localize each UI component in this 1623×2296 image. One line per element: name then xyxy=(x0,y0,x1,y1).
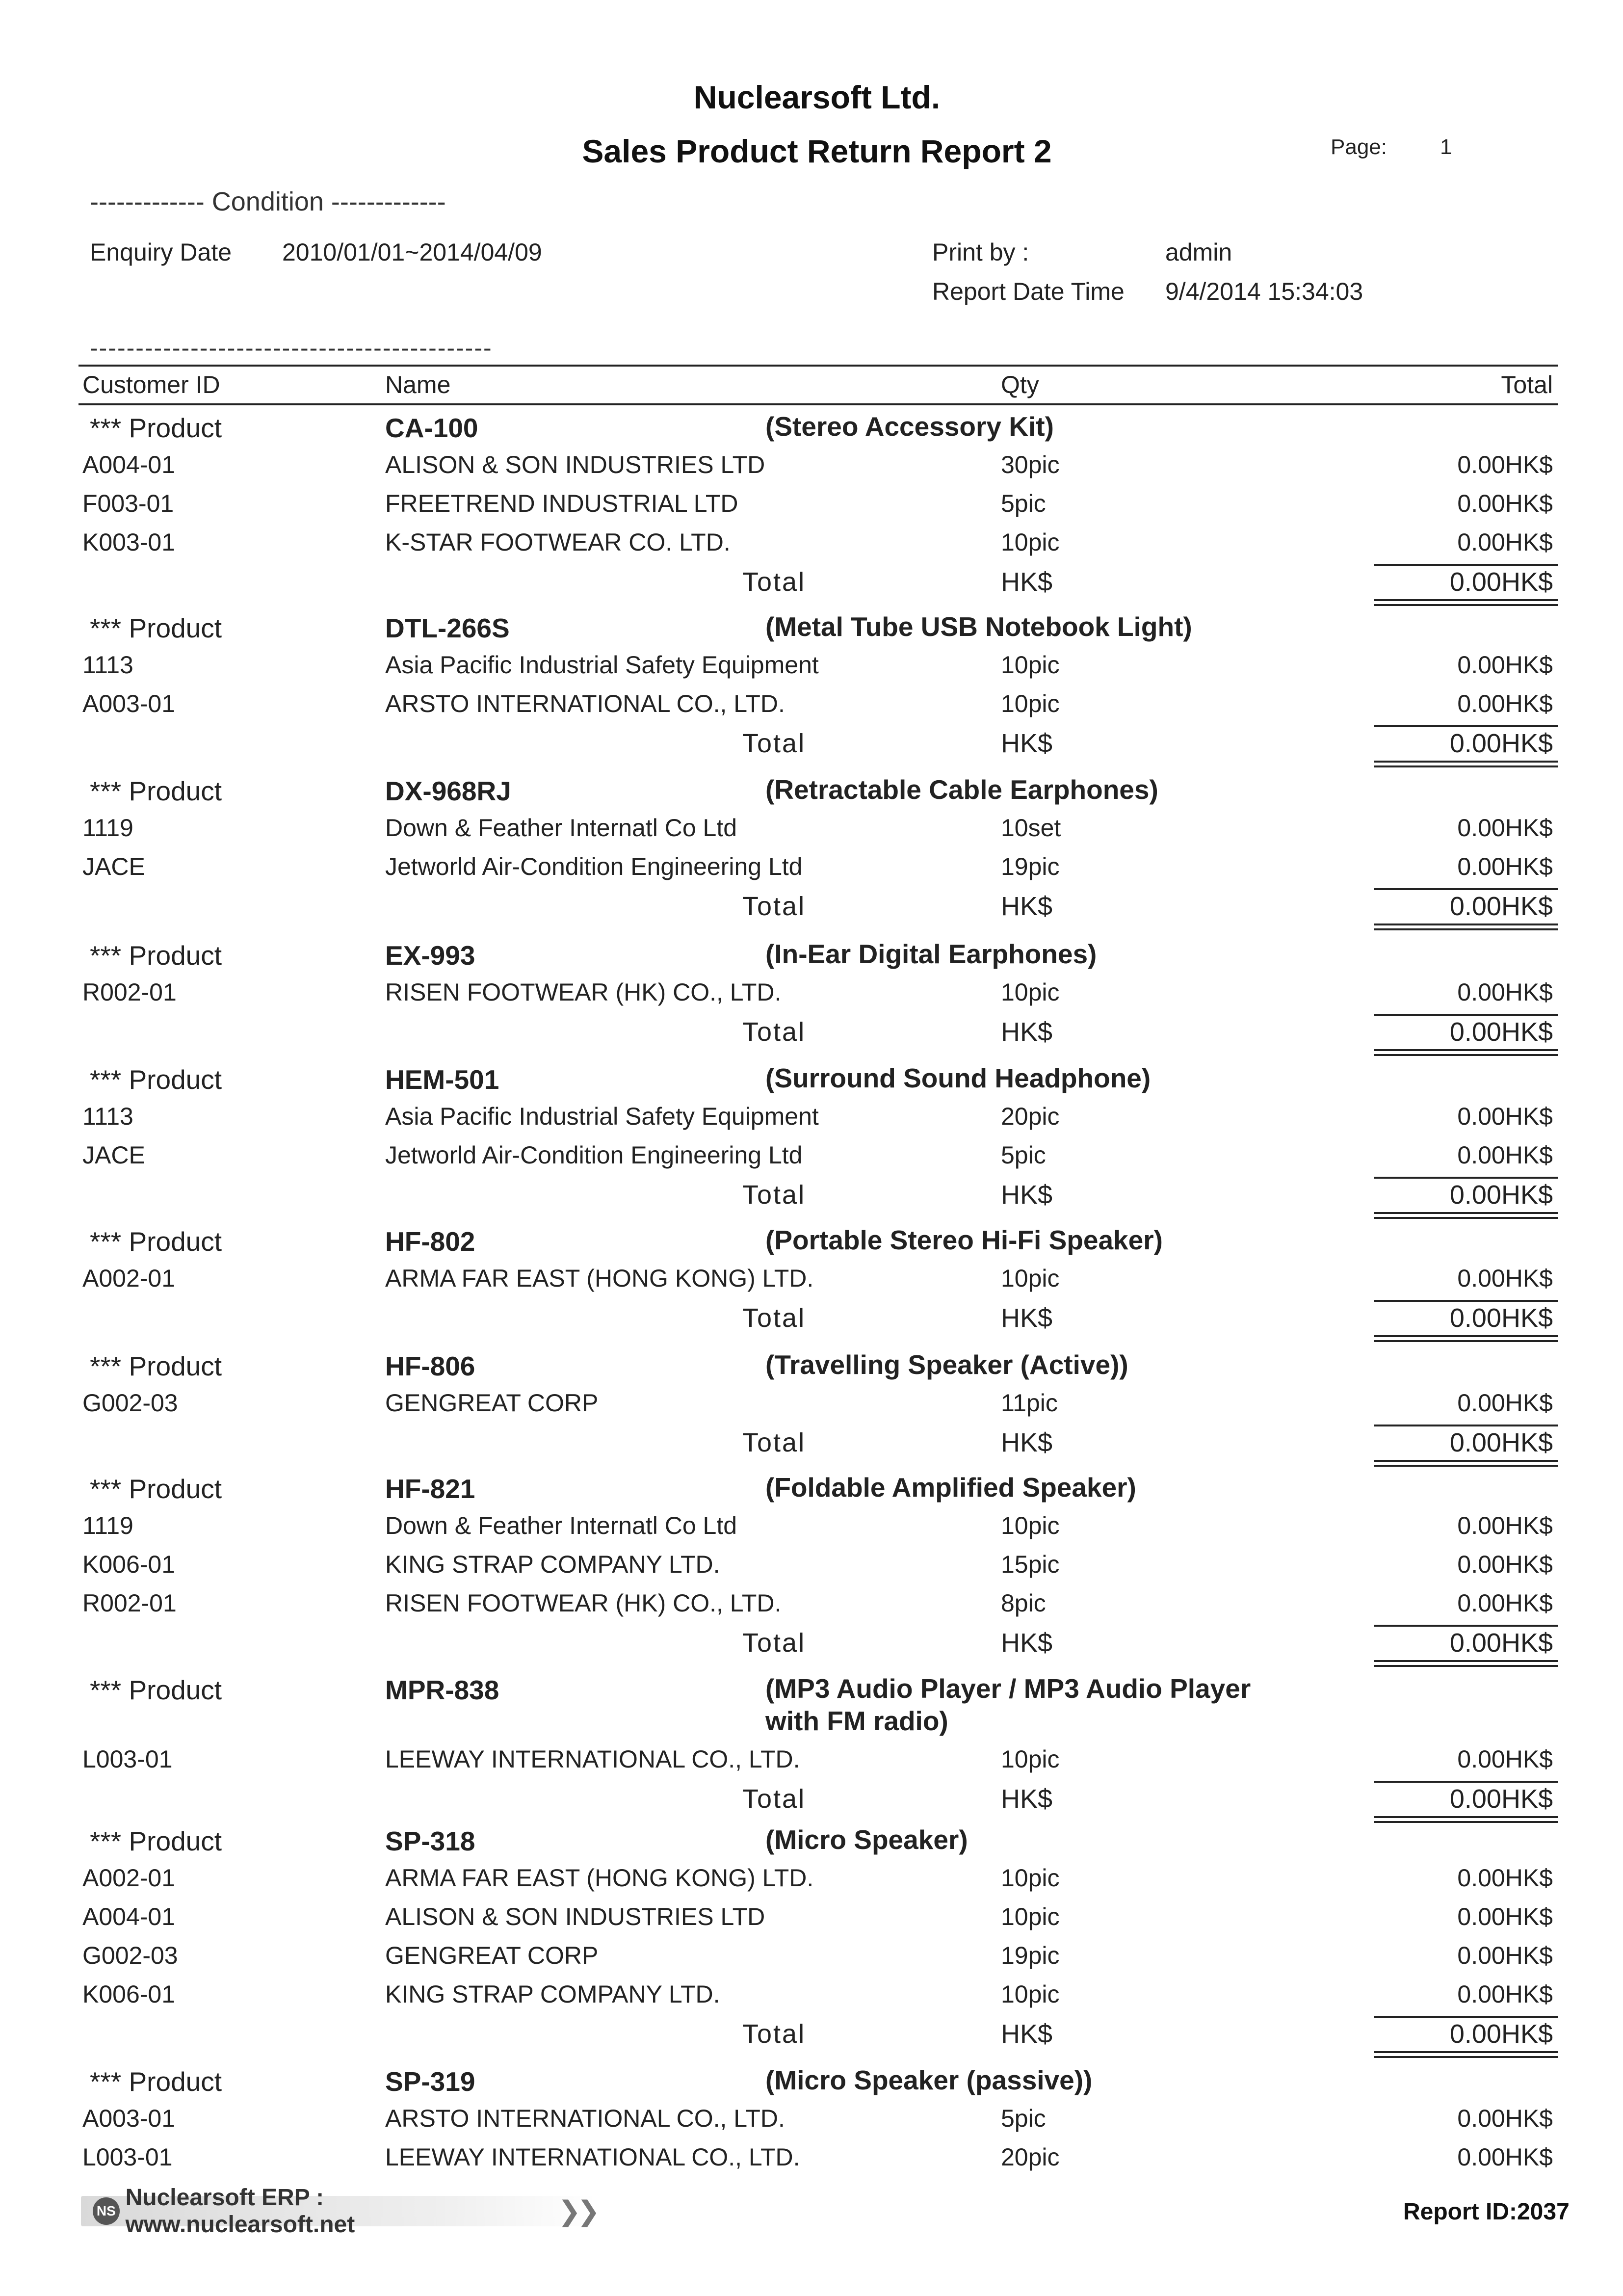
subtotal-double-rule-1 xyxy=(1374,1049,1558,1051)
subtotal-label: Total xyxy=(742,1303,806,1333)
row-customer-id: 1113 xyxy=(82,651,133,679)
report-datetime-label: Report Date Time xyxy=(932,278,1125,305)
row-customer-name: RISEN FOOTWEAR (HK) CO., LTD. xyxy=(385,978,782,1006)
row-customer-name: ARSTO INTERNATIONAL CO., LTD. xyxy=(385,2105,785,2132)
row-customer-id: K003-01 xyxy=(82,528,176,556)
row-customer-id: L003-01 xyxy=(82,2143,173,2171)
row-customer-name: Jetworld Air-Condition Engineering Ltd xyxy=(385,853,803,880)
subtotal-top-rule xyxy=(1374,888,1558,890)
subtotal-double-rule-2 xyxy=(1374,1821,1558,1823)
product-description: (Surround Sound Headphone) xyxy=(765,1063,1151,1093)
subtotal-label: Total xyxy=(742,1017,806,1047)
subtotal-top-rule xyxy=(1374,1425,1558,1426)
product-description: (Stereo Accessory Kit) xyxy=(765,411,1054,442)
subtotal-double-rule-1 xyxy=(1374,2051,1558,2053)
row-customer-name: ALISON & SON INDUSTRIES LTD xyxy=(385,1903,765,1930)
row-qty: 10pic xyxy=(1001,651,1060,679)
row-total: 0.00HK$ xyxy=(1457,490,1553,517)
row-customer-name: K-STAR FOOTWEAR CO. LTD. xyxy=(385,528,731,556)
subtotal-label: Total xyxy=(742,1784,806,1814)
product-description: (MP3 Audio Player / MP3 Audio Player with FM radio) xyxy=(765,1673,1251,1736)
subtotal-top-rule xyxy=(1374,1300,1558,1302)
product-tag: *** Product xyxy=(90,1675,222,1705)
subtotal-value: 0.00HK$ xyxy=(1449,729,1553,758)
row-total: 0.00HK$ xyxy=(1457,1980,1553,2008)
print-by-value: admin xyxy=(1165,238,1232,266)
product-tag: *** Product xyxy=(90,1474,222,1504)
subtotal-currency: HK$ xyxy=(1001,1303,1053,1333)
row-customer-id: G002-03 xyxy=(82,1389,178,1417)
column-total: Total xyxy=(1501,371,1553,398)
row-total: 0.00HK$ xyxy=(1457,528,1553,556)
subtotal-currency: HK$ xyxy=(1001,1428,1053,1457)
row-qty: 30pic xyxy=(1001,451,1060,478)
row-customer-id: A004-01 xyxy=(82,1903,176,1930)
row-customer-id: R002-01 xyxy=(82,978,177,1006)
product-code: CA-100 xyxy=(385,413,478,443)
row-total: 0.00HK$ xyxy=(1457,1864,1553,1892)
row-customer-id: A002-01 xyxy=(82,1265,176,1292)
row-qty: 5pic xyxy=(1001,490,1046,517)
product-description: (Micro Speaker (passive)) xyxy=(765,2065,1093,2095)
product-description: (Portable Stereo Hi-Fi Speaker) xyxy=(765,1225,1163,1255)
product-code: DX-968RJ xyxy=(385,776,511,806)
row-customer-id: G002-03 xyxy=(82,1942,178,1969)
row-customer-name: LEEWAY INTERNATIONAL CO., LTD. xyxy=(385,2143,800,2171)
subtotal-currency: HK$ xyxy=(1001,1017,1053,1047)
footer-logo-text: Nuclearsoft ERP : www.nuclearsoft.net xyxy=(125,2185,355,2238)
row-customer-id: 1119 xyxy=(82,1512,133,1539)
row-total: 0.00HK$ xyxy=(1457,1389,1553,1417)
product-tag: *** Product xyxy=(90,776,222,806)
row-customer-id: JACE xyxy=(82,853,145,880)
row-customer-id: JACE xyxy=(82,1141,145,1169)
row-total: 0.00HK$ xyxy=(1457,978,1553,1006)
subtotal-double-rule-1 xyxy=(1374,761,1558,763)
row-customer-name: RISEN FOOTWEAR (HK) CO., LTD. xyxy=(385,1589,782,1617)
subtotal-value: 0.00HK$ xyxy=(1449,567,1553,597)
product-tag: *** Product xyxy=(90,1226,222,1257)
subtotal-double-rule-1 xyxy=(1374,1816,1558,1818)
subtotal-double-rule-2 xyxy=(1374,1054,1558,1056)
product-code: SP-319 xyxy=(385,2066,475,2097)
subtotal-double-rule-1 xyxy=(1374,1212,1558,1214)
condition-separator: -------------------------------------------- xyxy=(90,334,493,362)
row-total: 0.00HK$ xyxy=(1457,651,1553,679)
condition-heading: ------------- Condition ------------- xyxy=(90,187,446,216)
product-tag: *** Product xyxy=(90,1064,222,1095)
subtotal-top-rule xyxy=(1374,2016,1558,2018)
row-total: 0.00HK$ xyxy=(1457,451,1553,478)
product-tag: *** Product xyxy=(90,1826,222,1856)
subtotal-double-rule-1 xyxy=(1374,1660,1558,1662)
row-customer-name: ARMA FAR EAST (HONG KONG) LTD. xyxy=(385,1864,814,1892)
column-name: Name xyxy=(385,371,451,398)
product-description: (Retractable Cable Earphones) xyxy=(765,774,1158,805)
row-customer-name: Down & Feather Internatl Co Ltd xyxy=(385,1512,737,1539)
subtotal-double-rule-1 xyxy=(1374,599,1558,601)
product-code: HF-806 xyxy=(385,1351,475,1381)
row-total: 0.00HK$ xyxy=(1457,853,1553,880)
product-tag: *** Product xyxy=(90,2066,222,2097)
product-description: (Travelling Speaker (Active)) xyxy=(765,1349,1128,1380)
row-customer-name: Jetworld Air-Condition Engineering Ltd xyxy=(385,1141,803,1169)
subtotal-value: 0.00HK$ xyxy=(1449,1628,1553,1658)
enquiry-date-label: Enquiry Date xyxy=(90,238,232,266)
product-code: EX-993 xyxy=(385,940,475,971)
row-customer-id: L003-01 xyxy=(82,1745,173,1773)
product-description: (Micro Speaker) xyxy=(765,1824,968,1855)
subtotal-double-rule-2 xyxy=(1374,765,1558,767)
row-qty: 10set xyxy=(1001,814,1061,842)
subtotal-value: 0.00HK$ xyxy=(1449,2019,1553,2049)
product-tag: *** Product xyxy=(90,1351,222,1381)
row-customer-name: GENGREAT CORP xyxy=(385,1942,599,1969)
row-total: 0.00HK$ xyxy=(1457,2105,1553,2132)
subtotal-currency: HK$ xyxy=(1001,892,1053,921)
subtotal-double-rule-1 xyxy=(1374,1460,1558,1462)
row-qty: 10pic xyxy=(1001,1265,1060,1292)
row-customer-name: KING STRAP COMPANY LTD. xyxy=(385,1980,720,2008)
row-total: 0.00HK$ xyxy=(1457,1589,1553,1617)
product-code: HF-821 xyxy=(385,1474,475,1504)
row-customer-id: A004-01 xyxy=(82,451,176,478)
row-qty: 19pic xyxy=(1001,853,1060,880)
row-qty: 10pic xyxy=(1001,690,1060,717)
row-customer-name: LEEWAY INTERNATIONAL CO., LTD. xyxy=(385,1745,800,1773)
subtotal-label: Total xyxy=(742,567,806,597)
subtotal-value: 0.00HK$ xyxy=(1449,1784,1553,1814)
product-code: DTL-266S xyxy=(385,613,510,643)
row-qty: 5pic xyxy=(1001,2105,1046,2132)
row-customer-name: GENGREAT CORP xyxy=(385,1389,599,1417)
row-total: 0.00HK$ xyxy=(1457,1512,1553,1539)
row-qty: 5pic xyxy=(1001,1141,1046,1169)
row-qty: 10pic xyxy=(1001,1745,1060,1773)
report-id: Report ID:2037 xyxy=(1403,2199,1570,2225)
row-qty: 10pic xyxy=(1001,1512,1060,1539)
row-total: 0.00HK$ xyxy=(1457,690,1553,717)
subtotal-double-rule-2 xyxy=(1374,1217,1558,1219)
row-customer-name: Asia Pacific Industrial Safety Equipment xyxy=(385,651,819,679)
subtotal-double-rule-2 xyxy=(1374,1340,1558,1342)
subtotal-double-rule-1 xyxy=(1374,1335,1558,1337)
subtotal-double-rule-2 xyxy=(1374,1465,1558,1467)
product-code: HEM-501 xyxy=(385,1064,499,1095)
report-title: Sales Product Return Report 2 xyxy=(582,133,1052,169)
row-customer-id: A003-01 xyxy=(82,690,176,717)
product-description: (In-Ear Digital Earphones) xyxy=(765,939,1097,969)
subtotal-currency: HK$ xyxy=(1001,1628,1053,1658)
product-description: (Foldable Amplified Speaker) xyxy=(765,1472,1136,1503)
row-qty: 10pic xyxy=(1001,1903,1060,1930)
nuclearsoft-logo-icon: NS xyxy=(93,2197,120,2225)
row-customer-id: 1113 xyxy=(82,1103,133,1130)
product-description: (Metal Tube USB Notebook Light) xyxy=(765,611,1192,642)
subtotal-top-rule xyxy=(1374,725,1558,727)
row-customer-id: K006-01 xyxy=(82,1980,176,2008)
footer-logo xyxy=(81,2185,596,2238)
subtotal-top-rule xyxy=(1374,564,1558,566)
print-by-label: Print by : xyxy=(932,238,1029,266)
subtotal-double-rule-2 xyxy=(1374,1665,1558,1667)
subtotal-currency: HK$ xyxy=(1001,729,1053,758)
row-customer-name: Asia Pacific Industrial Safety Equipment xyxy=(385,1103,819,1130)
row-total: 0.00HK$ xyxy=(1457,1103,1553,1130)
row-customer-id: F003-01 xyxy=(82,490,174,517)
row-total: 0.00HK$ xyxy=(1457,2143,1553,2171)
subtotal-currency: HK$ xyxy=(1001,567,1053,597)
subtotal-label: Total xyxy=(742,1180,806,1210)
subtotal-label: Total xyxy=(742,1628,806,1658)
row-customer-name: ARMA FAR EAST (HONG KONG) LTD. xyxy=(385,1265,814,1292)
row-qty: 10pic xyxy=(1001,978,1060,1006)
row-customer-name: KING STRAP COMPANY LTD. xyxy=(385,1551,720,1578)
subtotal-top-rule xyxy=(1374,1014,1558,1016)
row-qty: 20pic xyxy=(1001,1103,1060,1130)
product-code: SP-318 xyxy=(385,1826,475,1856)
row-customer-name: ARSTO INTERNATIONAL CO., LTD. xyxy=(385,690,785,717)
row-customer-name: ALISON & SON INDUSTRIES LTD xyxy=(385,451,765,478)
subtotal-label: Total xyxy=(742,729,806,758)
row-qty: 10pic xyxy=(1001,1980,1060,2008)
row-customer-id: K006-01 xyxy=(82,1551,176,1578)
row-customer-id: R002-01 xyxy=(82,1589,177,1617)
column-customer-id: Customer ID xyxy=(82,371,220,398)
row-qty: 10pic xyxy=(1001,528,1060,556)
subtotal-value: 0.00HK$ xyxy=(1449,1303,1553,1333)
subtotal-label: Total xyxy=(742,1428,806,1457)
subtotal-currency: HK$ xyxy=(1001,2019,1053,2049)
product-tag: *** Product xyxy=(90,413,222,443)
subtotal-currency: HK$ xyxy=(1001,1180,1053,1210)
row-total: 0.00HK$ xyxy=(1457,1745,1553,1773)
subtotal-value: 0.00HK$ xyxy=(1449,1428,1553,1457)
product-code: HF-802 xyxy=(385,1226,475,1257)
subtotal-top-rule xyxy=(1374,1781,1558,1783)
subtotal-value: 0.00HK$ xyxy=(1449,892,1553,921)
subtotal-double-rule-2 xyxy=(1374,2056,1558,2058)
subtotal-label: Total xyxy=(742,892,806,921)
row-customer-id: A002-01 xyxy=(82,1864,176,1892)
subtotal-double-rule-1 xyxy=(1374,924,1558,925)
row-total: 0.00HK$ xyxy=(1457,1141,1553,1169)
row-total: 0.00HK$ xyxy=(1457,1903,1553,1930)
row-qty: 20pic xyxy=(1001,2143,1060,2171)
row-qty: 19pic xyxy=(1001,1942,1060,1969)
row-customer-name: FREETREND INDUSTRIAL LTD xyxy=(385,490,738,517)
subtotal-currency: HK$ xyxy=(1001,1784,1053,1814)
row-customer-id: A003-01 xyxy=(82,2105,176,2132)
row-total: 0.00HK$ xyxy=(1457,1265,1553,1292)
double-chevron-icon: ❯❯ xyxy=(558,2195,596,2226)
subtotal-top-rule xyxy=(1374,1625,1558,1627)
page-number: 1 xyxy=(1440,135,1452,159)
subtotal-top-rule xyxy=(1374,1177,1558,1179)
subtotal-label: Total xyxy=(742,2019,806,2049)
row-qty: 10pic xyxy=(1001,1864,1060,1892)
subtotal-value: 0.00HK$ xyxy=(1449,1017,1553,1047)
report-datetime-value: 9/4/2014 15:34:03 xyxy=(1165,278,1363,305)
page-label: Page: xyxy=(1331,135,1387,159)
company-name: Nuclearsoft Ltd. xyxy=(693,79,941,115)
row-qty: 15pic xyxy=(1001,1551,1060,1578)
enquiry-date-value: 2010/01/01~2014/04/09 xyxy=(282,238,542,266)
row-total: 0.00HK$ xyxy=(1457,1551,1553,1578)
column-qty: Qty xyxy=(1001,371,1039,398)
row-customer-id: 1119 xyxy=(82,814,133,842)
subtotal-double-rule-2 xyxy=(1374,604,1558,606)
row-total: 0.00HK$ xyxy=(1457,814,1553,842)
row-qty: 8pic xyxy=(1001,1589,1046,1617)
row-qty: 11pic xyxy=(1001,1389,1058,1417)
row-total: 0.00HK$ xyxy=(1457,1942,1553,1969)
row-customer-name: Down & Feather Internatl Co Ltd xyxy=(385,814,737,842)
product-tag: *** Product xyxy=(90,613,222,643)
subtotal-double-rule-2 xyxy=(1374,928,1558,930)
subtotal-value: 0.00HK$ xyxy=(1449,1180,1553,1210)
product-tag: *** Product xyxy=(90,940,222,971)
product-code: MPR-838 xyxy=(385,1675,499,1705)
